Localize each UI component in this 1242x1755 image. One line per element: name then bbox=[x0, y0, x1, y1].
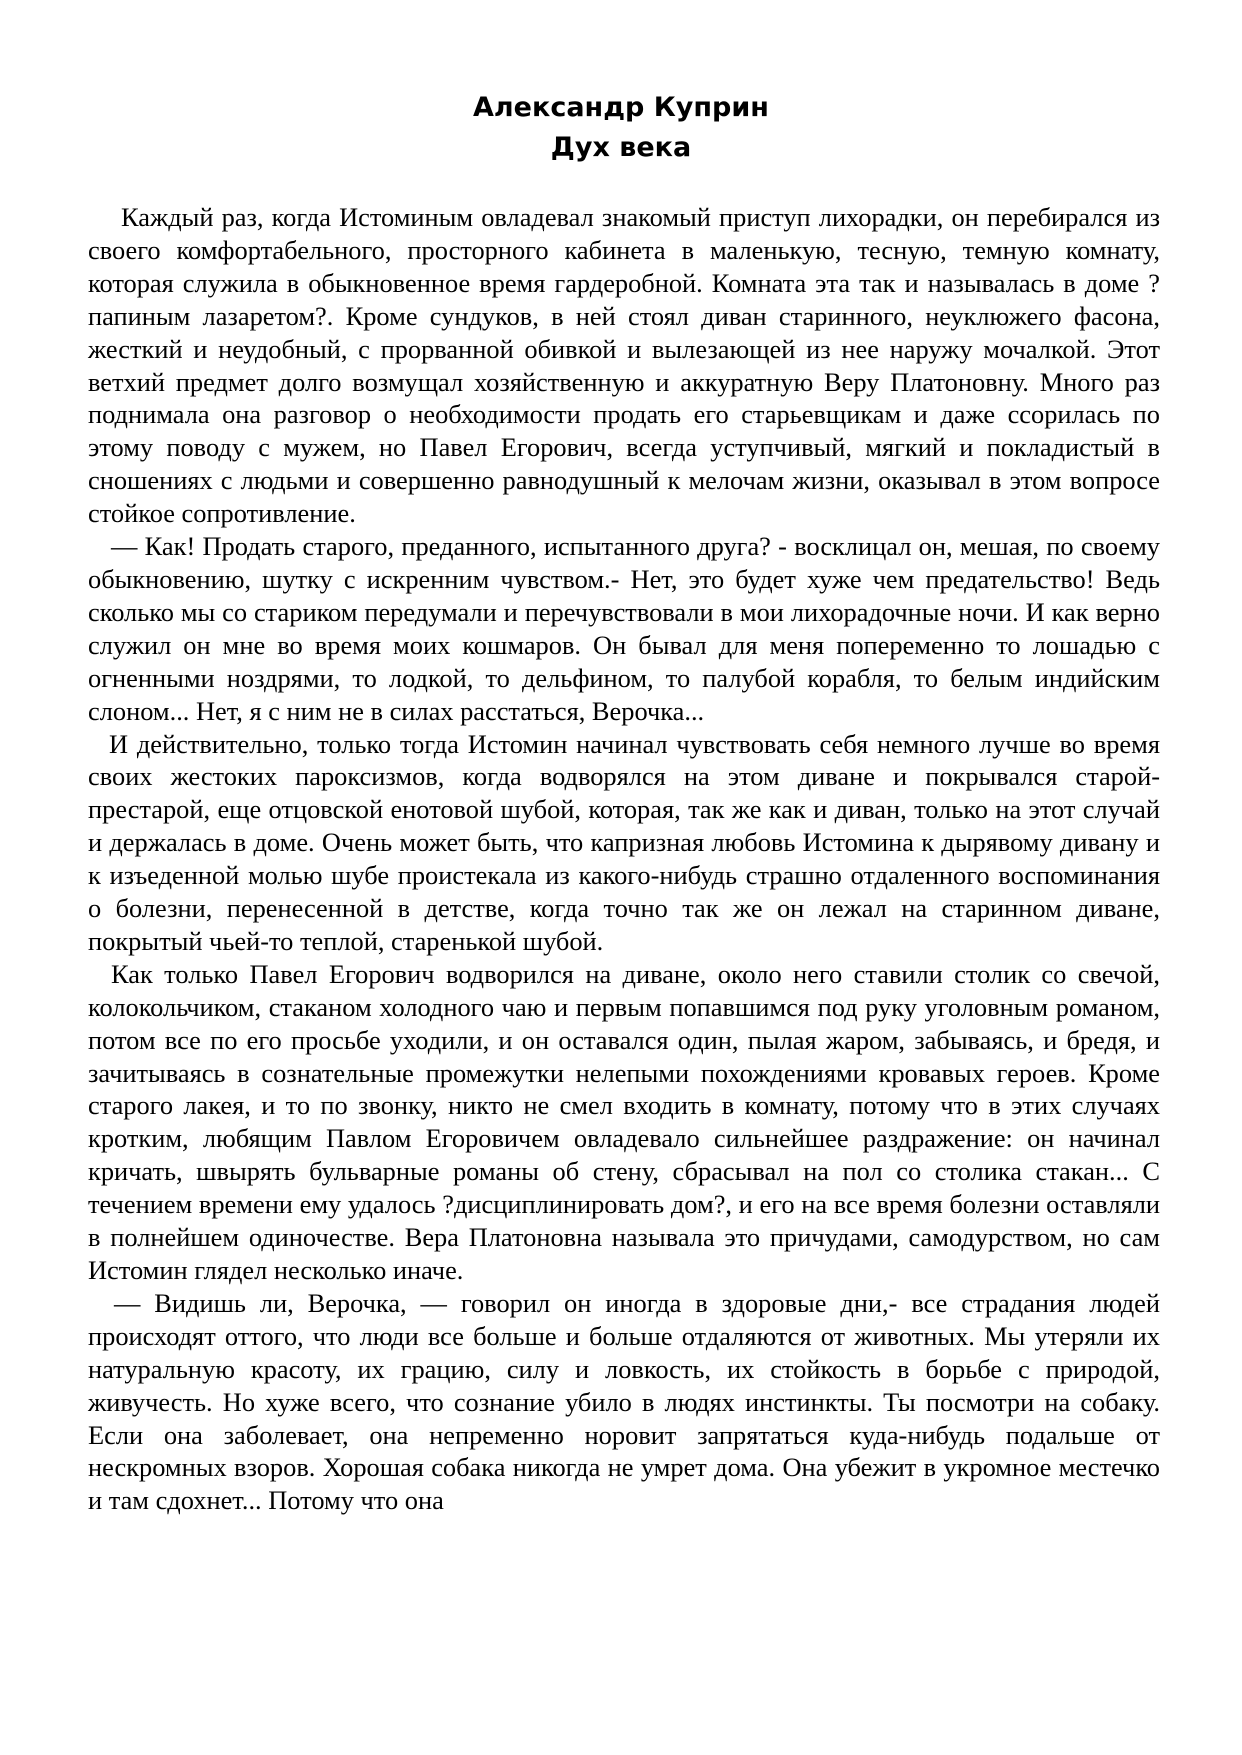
author-name: Александр Куприн bbox=[473, 92, 769, 123]
story-text bbox=[88, 201, 1160, 1517]
paragraph: Как только Павел Егорович водворился на диване, около него ставили столик со свечой, колокольчиком, стаканом холодного чаю и первым попавшимся под руку уголовным романом, потом все по его просьбе уходили, и он оставался один, пылая жаром, забываясь, и бредя, и зачитываясь в сознательные промежутки нелепыми похождениями кровавых героев. Кроме старого лакея, и то по звонку, никто не смел входить в комнату, потому что в этих случаях кротким, любящим Павлом Егоровичем овладевало сильнейшее раздражение: он начинал кричать, швырять бульварные романы об стену, сбрасывал на пол со столика стакан... С течением времени ему удалось ?дисциплинировать дом?, и его на все время болезни оставляли в полнейшем одиночестве. Вера Платоновна называла это причудами, самодурством, но сам Истомин глядел несколько иначе. bbox=[88, 958, 1160, 1285]
title-block bbox=[0, 88, 1242, 168]
paragraph: — Видишь ли, Верочка, — говорил он иногда в здоровые дни,- все страдания людей происходят оттого, что люди все больше и больше отдаляются от животных. Мы утеряли их натуральную красоту, их грацию, силу и ловкость, их стойкость в борьбе с природой, живучесть. Но хуже всего, что сознание убило в людях инстинкты. Ты посмотри на собаку. Если она заболевает, она непременно норовит запрятаться куда-нибудь подальше от нескромных взоров. Хорошая собака никогда не умрет дома. Она убежит в укромное местечко и там сдохнет... Потому что она bbox=[88, 1287, 1160, 1516]
story-title: Дух века bbox=[550, 132, 692, 163]
paragraph: Каждый раз, когда Истоминым овладевал знакомый приступ лихорадки, он перебирался из своего комфортабельного, просторного кабинета в маленькую, тесную, темную комнату, которая служила в обыкновенное время гардеробной. Комната эта так и называлась в доме ?папиным лазаретом?. Кроме сундуков, в ней стоял диван старинного, неуклюжего фасона, жесткий и неудобный, с прорванной обивкой и вылезающей из нее наружу мочалкой. Этот ветхий предмет долго возмущал хозяйственную и аккуратную Веру Платоновну. Много раз поднимала она разговор о необходимости продать его старьевщикам и даже ссорилась по этому поводу с мужем, но Павел Егорович, всегда уступчивый, мягкий и покладистый в сношениях с людьми и совершенно равнодушный к мелочам жизни, оказывал в этом вопросе стойкое сопротивление. bbox=[88, 202, 1160, 529]
paragraph: И действительно, только тогда Истомин начинал чувствовать себя немного лучше во время своих жестоких пароксизмов, когда водворялся на этом диване и покрывался старой-престарой, еще отцовской енотовой шубой, которая, так же как и диван, только на этот случай и держалась в доме. Очень может быть, что капризная любовь Истомина к дырявому дивану и к изъеденной молью шубе проистекала из какого-нибудь страшно отдаленного воспоминания о болезни, перенесенной в детстве, когда точно так же он лежал на старинном диване, покрытый чьей-то теплой, старенькой шубой. bbox=[88, 728, 1160, 956]
paragraph: — Как! Продать старого, преданного, испытанного друга? - восклицал он, мешая, по своему обыкновению, шутку с искренним чувством.- Нет, это будет хуже чем предательство! Ведь сколько мы со стариком передумали и перечувствовали в мои лихорадочные ночи. И как верно служил он мне во время моих кошмаров. Он бывал для меня попеременно то лошадью с огненными ноздрями, то лодкой, то дельфином, то палубой корабля, то белым индийским слоном... Нет, я с ним не в силах расстаться, Верочка... bbox=[88, 531, 1160, 726]
